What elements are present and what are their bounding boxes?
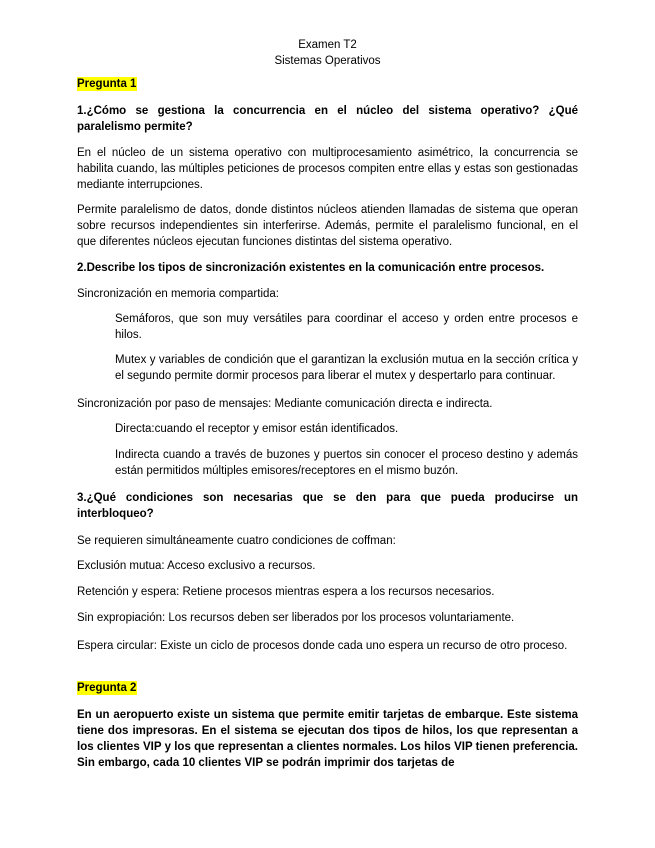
- answer-1-paragraph-1: En el núcleo de un sistema operativo con multiprocesamiento asimétrico, la concurrencia se habilita cuando, las múltiples peticiones de procesos compiten entre ellas y estas son gestionadas mediante interrupciones.: [77, 147, 578, 191]
- semaphores-item: Semáforos, que son muy versátiles para coordinar el acceso y orden entre procesos e hilos.: [115, 313, 578, 341]
- highlighted-label: Pregunta 1: [77, 78, 137, 90]
- shared-memory-sync: Sincronización en memoria compartida:: [77, 288, 279, 300]
- question-3: 3.¿Qué condiciones son necesarias que se den para que pueda producirse un interbloqueo?: [77, 492, 578, 520]
- coffman-intro: Se requieren simultáneamente cuatro condiciones de coffman:: [77, 535, 396, 547]
- direct-item: Directa:cuando el receptor y emisor están identificados.: [115, 423, 399, 435]
- section-label-pregunta-1: [77, 76, 578, 92]
- mutex-item: Mutex y variables de condición que el garantizan la exclusión mutua en la sección crítica y el segundo permite dormir procesos para liberar el mutex y despertarlo para continuar.: [115, 354, 578, 382]
- condition-no-preemption: Sin expropiación: Los recursos deben ser liberados por los procesos voluntariamente.: [77, 612, 515, 624]
- doc-subtitle: Sistemas Operativos: [274, 55, 381, 67]
- answer-1-paragraph-2: Permite paralelismo de datos, donde distintos núcleos atienden llamadas de sistema que operan sobre recursos independientes sin interferirse. Además, permite el paralelismo funcional, en el que diferentes núcleos ejecutan funciones distintas del sistema operativo.: [77, 204, 578, 248]
- question-2: 2.Describe los tipos de sincronización existentes en la comunicación entre procesos.: [77, 262, 545, 274]
- condition-hold-and-wait: Retención y espera: Retiene procesos mientras espera a los recursos necesarios.: [77, 586, 495, 598]
- doc-title: Examen T2: [298, 39, 357, 51]
- question-1: 1.¿Cómo se gestiona la concurrencia en el núcleo del sistema operativo? ¿Qué paralelismo permite?: [77, 105, 578, 133]
- message-passing-sync: Sincronización por paso de mensajes: Mediante comunicación directa e indirecta.: [77, 398, 493, 410]
- problem-statement: En un aeropuerto existe un sistema que permite emitir tarjetas de embarque. Este sistema tiene dos impresoras. En el sistema se ejecutan dos tipos de hilos, los que representan a los clientes VIP y los que representan a clientes normales. Los hilos VIP tienen preferencia. Sin embargo, cada 10 clientes VIP se podrán imprimir dos tarjetas de: [77, 709, 578, 769]
- highlighted-label: Pregunta 2: [77, 682, 137, 694]
- condition-mutual-exclusion: Exclusión mutua: Acceso exclusivo a recursos.: [77, 560, 316, 572]
- section-label-pregunta-2: [77, 680, 578, 696]
- indirect-item: Indirecta cuando a través de buzones y puertos sin conocer el proceso destino y además están permitidos múltiples emisores/receptores en el mismo buzón.: [115, 449, 578, 477]
- condition-circular-wait: Espera circular: Existe un ciclo de procesos donde cada uno espera un recurso de otro proceso.: [77, 640, 568, 652]
